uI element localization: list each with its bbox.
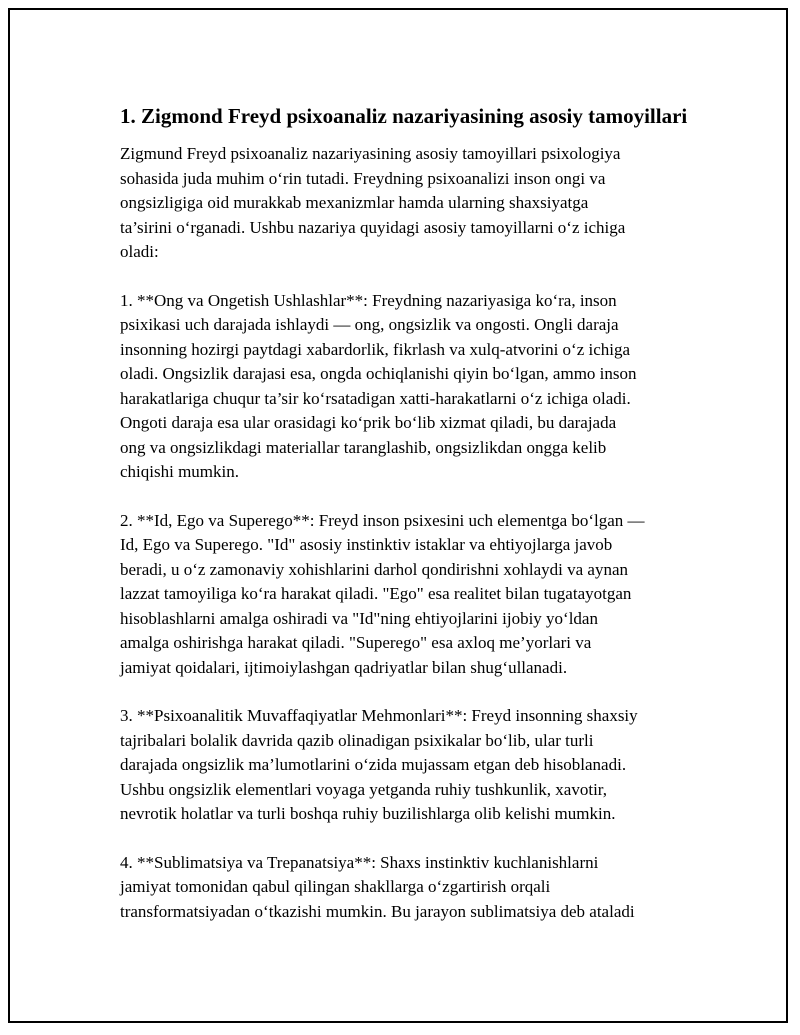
paragraph-ong-va-ongetish: 1. **Ong va Ongetish Ushlashlar**: Freydning nazariyasiga ko‘ra, inson psixikasi uch darajada ishlaydi — ong, ongsizlik va ongosti. Ongli daraja insonning hozirgi paytdagi xabardorlik, fikrlash va xulq-atvorini o‘z ichiga oladi. Ongsizlik darajasi esa, ongda ochiqlanishi qiyin bo‘lgan, ammo inson harakatlariga chuqur ta’sir ko‘rsatadigan xatti-harakatlarni o‘z ichiga oladi. Ongoti daraja esa ular orasidagi ko‘prik bo‘lib xizmat qiladi, bu darajada ong va ongsizlikdagi materiallar taranglashib, ongsizlikdan ongga kelib chiqishi mumkin. [120,290,637,481]
intro-paragraph: Zigmund Freyd psixoanaliz nazariyasining asosiy tamoyillari psixologiya sohasida juda muhim o‘rin tutadi. Freydning psixoanalizi inson ongi va ongsizligiga oid murakkab mexanizmlar hamda ularning shaxsiyatga ta’sirini o‘rganadi. Ushbu nazariya quyidagi asosiy tamoyillarni o‘z ichiga oladi: [120,144,626,261]
document-content [120,102,702,948]
paragraph-id-ego-superego: 2. **Id, Ego va Superego**: Freyd inson psixesini uch elementga bo‘lgan — Id, Ego va Superego. "Id" asosiy instinktiv istaklar va ehtiyojlarga javob beradi, u o‘z zamonaviy xohishlarini darhol qondirishni xohlaydi va aynan lazzat tamoyiliga ko‘ra harakat qiladi. "Ego" esa realitet bilan tugatayotgan hisoblashlarni amalga oshiradi va "Id"ning ehtiyojlarini ijobiy yo‘ldan amalga oshirishga harakat qiladi. "Superego" esa axloq me’yorlari va jamiyat qoidalari, ijtimoiylashgan qadriyatlar bilan shug‘ullanadi. [120,510,645,677]
paragraph-sublimatsiya: 4. **Sublimatsiya va Trepanatsiya**: Shaxs instinktiv kuchlanishlarni jamiyat tomonidan qabul qilingan shakllarga o‘zgartirish orqali transformatsiyadan o‘tkazishi mumkin. Bu jarayon sublimatsiya deb ataladi [120,852,635,921]
document-title: 1. Zigmond Freyd psixoanaliz nazariyasining asosiy tamoyillari [120,104,688,128]
document-page [8,8,788,1023]
paragraph-psixoanalitik: 3. **Psixoanalitik Muvaffaqiyatlar Mehmonlari**: Freyd insonning shaxsiy tajribalari bolalik davrida qazib olinadigan psixikalar bo‘lib, ular turli darajada ongsizlik ma’lumotlarini o‘zida mujassam etgan deb hisoblanadi. Ushbu ongsizlik elementlari voyaga yetganda ruhiy tushkunlik, xavotir, nevrotik holatlar va turli boshqa ruhiy buzilishlarga olib kelishi mumkin. [120,706,638,823]
